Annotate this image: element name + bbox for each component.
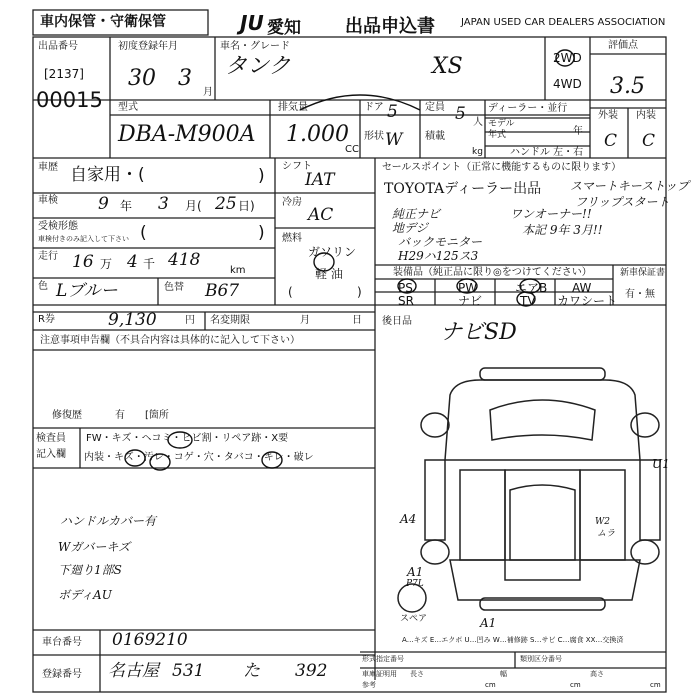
chassis-label: 車台番号 (42, 637, 82, 648)
plate-label: 登録番号 (42, 669, 82, 680)
inspection-year-unit: 年 (120, 199, 133, 213)
history-label: 車歴 (38, 162, 58, 173)
repair-label: 修復歴 (52, 410, 82, 421)
shift-label: シフト (282, 161, 312, 172)
displacement-unit: CC (345, 144, 359, 155)
displacement-value: 1.000 (286, 122, 349, 147)
width-unit: cm (570, 681, 581, 689)
equip-airbag: エアB (515, 281, 548, 295)
type-number-label: 形式指定番号 (362, 655, 404, 663)
car-diagram (398, 368, 660, 612)
inspection-label: 車検 (38, 195, 58, 206)
inspection-month-unit: 月( (185, 199, 202, 213)
load-label: 積載 (425, 131, 445, 142)
lot-number: 00015 (36, 88, 103, 112)
notes-label: 注意事項申告欄（不具合内容は具体的に記入して下さい） (40, 335, 300, 346)
displacement-label: 排気量 (278, 102, 308, 113)
shape-value: W (385, 130, 403, 150)
selling-point-3: 純正ナビ (392, 207, 441, 221)
diagram-mark-bottom: A1 (480, 616, 497, 630)
fuel-open: ( (288, 285, 293, 299)
reference-label: 参考 (362, 681, 376, 689)
inspector-row-2: 内装・キズ・汚レ・コゲ・穴・タバコ・キレ・破レ (84, 452, 314, 463)
form-title: 出品申込書 (345, 16, 435, 37)
year-label: 年式 (488, 130, 507, 140)
equipment-label: 装備品（純正品に限り◎をつけてください） (393, 267, 592, 278)
category-number-label: 類別区分番号 (520, 655, 562, 663)
fuel-gasoline: ガソリン (308, 245, 357, 259)
mileage-label: 走行 (38, 251, 58, 262)
diagram-mark-rear-2: ムラ (597, 529, 616, 539)
acceptance-label: 受検形態 (38, 221, 78, 232)
model-value: DBA-M900A (118, 122, 256, 147)
spare-label: スペア (400, 614, 428, 624)
inspection-day: 25 (215, 194, 237, 214)
mounted-value: ナビSD (440, 320, 517, 345)
equip-leather-seat: カワシート (557, 294, 618, 308)
model-label: 型式 (118, 102, 138, 113)
fuel-diesel: 軽 油 (315, 267, 343, 281)
selling-point-4: ワンオーナー!! (510, 207, 592, 221)
exterior-grade: C (604, 131, 618, 151)
shape-label: 形状 (364, 131, 384, 142)
diagram-mark-left: A4 (400, 512, 417, 526)
interior-grade: C (642, 131, 656, 151)
diagram-mark-front: A1 (407, 565, 424, 579)
recycle-unit: 円 (185, 315, 195, 326)
inspection-year: 9 (98, 194, 109, 214)
ju-logo: JU (240, 11, 264, 35)
storage-title: 車内保管・守衛保管 (40, 14, 166, 30)
fuel-label: 燃料 (282, 233, 302, 244)
car-grade: XS (432, 54, 463, 79)
selling-point-6: 本記 9年 3月!! (522, 223, 603, 237)
registration-month-suffix: 月 (203, 87, 213, 98)
mileage-unit: km (230, 265, 246, 276)
recycle-value: 9,130 (108, 310, 157, 330)
acceptance-close: ) (258, 223, 265, 243)
acceptance-note: 車検付きのみ記入して下さい (38, 235, 129, 243)
brand-name: 愛知 (267, 18, 301, 38)
inspection-day-unit: 日) (238, 199, 255, 213)
seats-value: 5 (455, 104, 466, 124)
color-value: Lブルー (56, 281, 118, 301)
guarantee-value: 有・無 (625, 289, 655, 300)
guarantee-label: 新車保証書 (620, 268, 666, 278)
car-name: タンク (225, 54, 291, 79)
seats-unit: 人 (473, 117, 483, 128)
drive-4wd: 4WD (553, 77, 582, 91)
repair-value: 有 (115, 410, 125, 421)
equip-ps: PS (398, 281, 413, 295)
model-year-label: モデル (488, 119, 515, 129)
handle-label: ハンドル 左・右 (510, 147, 584, 158)
color-label: 色 (38, 281, 48, 292)
dealer-stamp: TOYOTAディーラー出品 (384, 181, 542, 197)
repair-place: [箇所 (145, 410, 169, 421)
garage-cert-label: 車庫証明用 (362, 670, 397, 678)
plate-region: 名古屋 (108, 661, 159, 681)
name-change-label: 名変期限 (210, 315, 250, 326)
mileage-sen-unit: 千 (143, 257, 156, 271)
doors-label: ドア (364, 102, 384, 113)
car-name-label: 車名・グレード (220, 41, 290, 52)
selling-point-8: H29ハ125ス3 (398, 249, 479, 263)
handwritten-note-3: 下廻り1部S (58, 563, 122, 577)
handwritten-note-4: ボディAU (58, 588, 112, 602)
registration-year: 30 (128, 66, 156, 91)
selling-point-2: フリップスタート (575, 195, 670, 209)
handwritten-note-2: Wガバーキズ (58, 540, 131, 554)
width-label: 幅 (500, 670, 507, 678)
name-change-day: 日 (352, 315, 362, 326)
seats-label: 定員 (425, 102, 445, 113)
cooling-value: AC (308, 205, 334, 225)
mileage-man-unit: 万 (100, 257, 113, 271)
drive-2wd: 2WD (553, 51, 582, 65)
selling-point-7: バックモニター (398, 235, 483, 249)
length-label: 長さ (410, 670, 424, 678)
diagram-mark-right: U1 (652, 457, 670, 471)
chassis-value: 0169210 (112, 630, 188, 650)
inspector-row-1: FW・キズ・ヘコミ・ヒビ割・リペア跡・X要 (86, 433, 289, 444)
recycle-label: R券 (38, 314, 55, 325)
inspector-label: 検査員 (36, 433, 66, 444)
equip-sr: SR (398, 294, 414, 308)
interior-label: 内装 (636, 110, 656, 121)
length-unit: cm (485, 681, 496, 689)
diagram-mark-front-2: P7L (406, 579, 424, 589)
registration-label: 初度登録年月 (118, 41, 178, 52)
inspection-month: 3 (158, 194, 169, 214)
acceptance-open: ( (140, 223, 147, 243)
equip-navi: ナビ (458, 294, 483, 308)
mileage-man: 16 (72, 252, 94, 272)
color-change-label: 色替 (164, 282, 184, 293)
handwritten-note-1: ハンドルカバー有 (60, 514, 157, 528)
inspector-label-2: 記入欄 (36, 449, 66, 460)
diagram-mark-rear: W2 (595, 517, 610, 527)
year-suffix: 年 (573, 126, 583, 137)
equip-tv: TV (520, 294, 536, 308)
lot-code: [2137] (44, 67, 84, 81)
plate-number: 392 (295, 661, 328, 681)
color-code: B67 (205, 281, 240, 301)
selling-points-label: セールスポイント（正常に機能するものに限ります） (382, 162, 622, 173)
registration-month: 3 (178, 66, 192, 91)
history-value: 自家用・( (70, 165, 145, 185)
height-unit: cm (650, 681, 661, 689)
equip-aw: AW (572, 281, 592, 295)
height-label: 高さ (590, 670, 604, 678)
fuel-close: ) (357, 285, 362, 299)
mounted-label: 後日品 (382, 316, 412, 327)
name-change-month: 月 (300, 315, 310, 326)
mileage-rest: 418 (168, 250, 201, 270)
shift-value: IAT (305, 170, 335, 190)
doors-value: 5 (387, 102, 398, 122)
load-unit: kg (472, 147, 483, 157)
mileage-sen: 4 (127, 252, 138, 272)
exterior-label: 外装 (598, 110, 618, 121)
rating-label: 評価点 (608, 40, 638, 51)
legend: A…キズ E…エクボ U…凹み W…補修跡 S…サビ C…腐食 XX…交換済 (402, 636, 624, 644)
association-name: JAPAN USED CAR DEALERS ASSOCIATION (461, 17, 666, 28)
rating-score: 3.5 (610, 74, 645, 99)
history-close: ) (258, 166, 265, 186)
lot-label: 出品番号 (38, 41, 78, 52)
equip-pw: PW (458, 281, 478, 295)
plate-class: 531 (172, 661, 205, 681)
selling-point-1: スマートキーストップ (570, 179, 689, 193)
dealer-label: ディーラー・並行 (488, 103, 568, 114)
selling-point-5: 地デジ (392, 221, 428, 235)
plate-kana: た (243, 661, 260, 681)
cooling-label: 冷房 (282, 197, 302, 208)
